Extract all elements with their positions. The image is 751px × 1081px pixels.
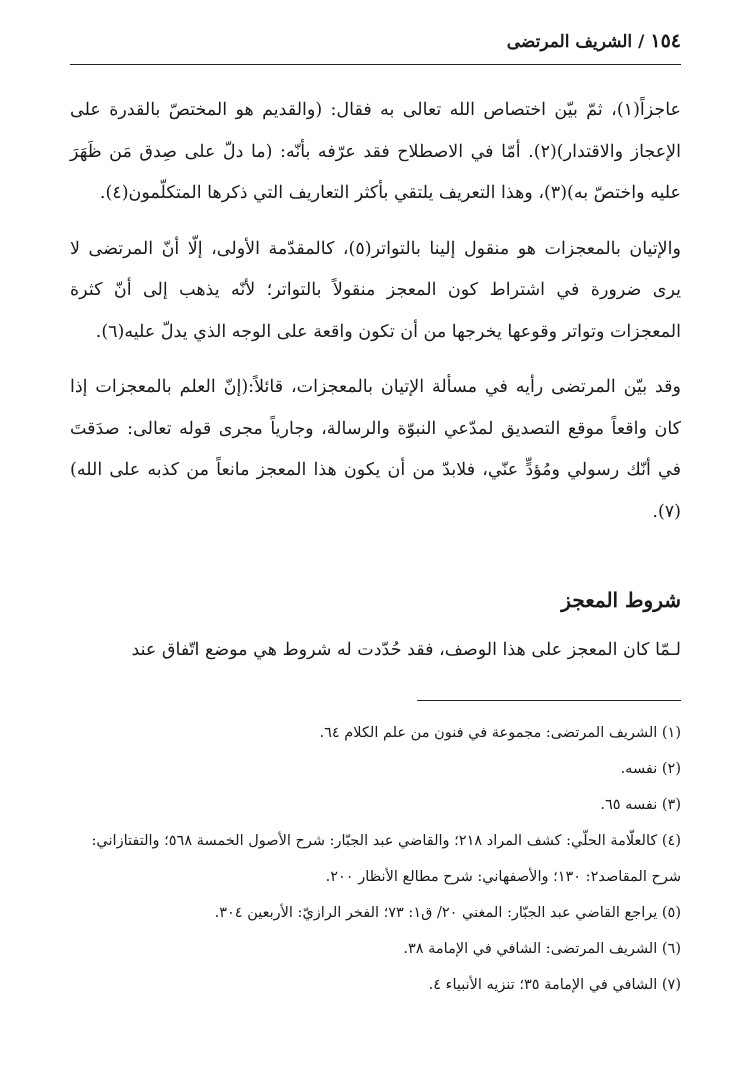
page-number: ١٥٤ [650,30,681,52]
header-rule [70,64,681,65]
footnote-5: (٥) يراجع القاضي عبد الجبّار: المغني ٢٠/ ق١: ٧٣؛ الفخر الرازيّ: الأربعين ٣٠٤. [214,905,681,921]
section-heading: شروط المعجز [561,588,681,612]
body-text [70,90,681,533]
header-separator: / [638,32,645,52]
footnote-2: (٢) نفسه. [620,761,681,777]
footnote-7: (٧) الشافي في الإمامة ٣٥؛ تنزيه الأنبياء ٤. [428,977,681,993]
footnote-3: (٣) نفسه ٦٥. [600,797,681,813]
footnote-6: (٦) الشريف المرتضى: الشافي في الإمامة ٣٨. [403,941,681,957]
footnotes [62,715,681,1003]
footnote-4: (٤) كالعلّامة الحلّي: كشف المراد ٢١٨؛ والقاضي عبد الجبّار: شرح الأصول الخمسة ٥٦٨؛ والتفتازاني: شرح المقاصد٢: ١٣٠؛ والأصفهاني: شرح مطالع الأنظار ٢٠٠. [91,833,681,885]
running-header [70,30,681,60]
footnote-1: (١) الشريف المرتضى: مجموعة في فنون من علم الكلام ٦٤. [319,725,681,741]
paragraph-2: والإتيان بالمعجزات هو منقول إلينا بالتواتر(٥)، كالمقدّمة الأولى، إلّا أنّ المرتضى لا يرى ضرورة في اشتراط كون المعجز منقولاً بالتواتر؛ لأنّه يذهب إلى أنّ كثرة المعجزات وتواتر وقوعها يخرجها من أن تكون واقعة على الوجه الذي يدلّ عليه(٦). [70,238,681,342]
paragraph-3: وقد بيّن المرتضى رأيه في مسألة الإتيان بالمعجزات، قائلاً:(إنّ العلم بالمعجزات إذا كان واقعاً موقع التصديق لمدّعي النبوّة والرسالة، وجارياً مجرى قوله تعالى: صدَقتَ في أنّك رسولي ومُؤدٍّ عنّي، فلابدّ من أن يكون هذا المعجز مانعاً من كذبه على الله)(٧). [70,377,681,522]
running-header-title: الشريف المرتضى [506,32,633,52]
section-paragraph: لـمّا كان المعجز على هذا الوصف، فقد حُدّدت له شروط هي موضع اتّفاق عند [131,640,681,660]
paragraph-1: عاجزاً(١)، ثمّ بيّن اختصاص الله تعالى به فقال: (والقديم هو المختصّ بالقدرة على الإعجاز والاقتدار)(٢). أمّا في الاصطلاح فقد عرّفه بأنّه: (ما دلّ على صِدق مَن ظَهَرَ عليه واختصّ به)(٣)، وهذا التعريف يلتقي بأكثر التعاريف التي ذكرها المتكلّمون(٤). [70,100,681,203]
footnote-divider [417,700,681,701]
